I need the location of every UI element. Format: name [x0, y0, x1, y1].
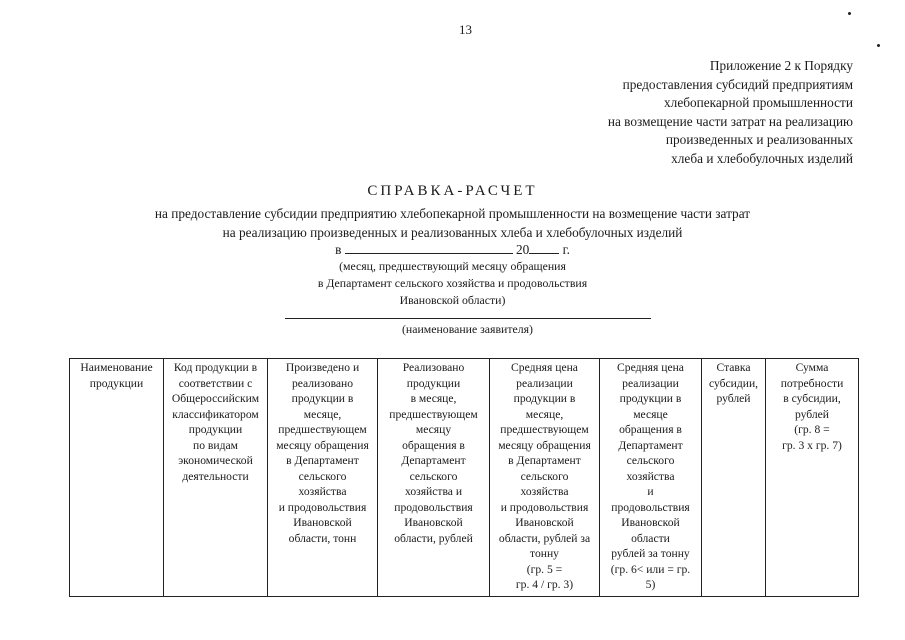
column-header-produced-tons: Произведено и реализовано продукции в месяце, предшествующем месяцу обращения в Департамент сельского хозяйства и продовольствия Ивановской области, тонн — [268, 359, 378, 597]
subtitle-line: на реализацию произведенных и реализованных хлеба и хлебобулочных изделий — [222, 224, 683, 240]
column-header-subsidy-rate: Ставка субсидии, рублей — [702, 359, 766, 597]
scan-speck — [877, 44, 880, 47]
period-note — [0, 258, 905, 309]
appendix-line: произведенных и реализованных — [665, 132, 853, 148]
appendix-line: хлебопекарной промышленности — [664, 95, 853, 111]
document-title: СПРАВКА-РАСЧЕТ — [367, 183, 538, 199]
column-header-avg-price-current: Средняя цена реализации продукции в месяце обращения в Департамент сельского хозяйства и продовольствия Ивановской области рублей за тонну (гр. 6< или = гр. 5) — [600, 359, 702, 597]
column-header-product-code: Код продукции в соответствии с Общероссийским классификатором продукции по видам экономической деятельности — [164, 359, 268, 597]
table-header-row — [70, 359, 859, 597]
appendix-line: хлеба и хлебобулочных изделий — [671, 150, 853, 166]
period-prefix: в — [335, 242, 342, 257]
document-subtitle — [0, 205, 905, 242]
appendix-line: Приложение 2 к Порядку — [709, 58, 853, 73]
scan-speck — [848, 12, 851, 15]
month-blank — [345, 241, 513, 254]
calculation-table — [69, 358, 859, 597]
page-number: 13 — [459, 22, 472, 37]
period-note-line: Ивановской области) — [399, 293, 506, 307]
appendix-line: предоставления субсидий предприятиям — [622, 76, 853, 92]
column-header-subsidy-amount: Сумма потребности в субсидии, рублей (гр. 8 = гр. 3 х гр. 7) — [766, 359, 859, 597]
column-header-product-name: Наименование продукции — [70, 359, 164, 597]
column-header-avg-price-prev: Средняя цена реализации продукции в месяце, предшествующем месяцу обращения в Департамент сельского хозяйства и продовольствия Ивановской области, рублей за тонну (гр. 5 = гр. 4 / гр. 3) — [490, 359, 600, 597]
subtitle-line: на предоставление субсидии предприятию хлебопекарной промышленности на возмещение части затрат — [154, 206, 751, 221]
period-note-line: (месяц, предшествующий месяцу обращения — [339, 259, 566, 273]
year-prefix: 20 — [516, 242, 530, 257]
applicant-label: (наименование заявителя) — [401, 322, 533, 336]
reporting-period — [0, 241, 905, 258]
appendix-reference — [608, 57, 853, 169]
applicant-blank-line — [285, 318, 651, 319]
column-header-sold-rubles: Реализовано продукции в месяце, предшествующем месяцу обращения в Департамент сельского хозяйства и продовольствия Ивановской области, рублей — [378, 359, 490, 597]
appendix-line: на возмещение части затрат на реализацию — [607, 113, 853, 129]
period-suffix: г. — [562, 242, 570, 257]
year-blank — [529, 241, 559, 254]
period-note-line: в Департамент сельского хозяйства и продовольствия — [317, 276, 588, 290]
